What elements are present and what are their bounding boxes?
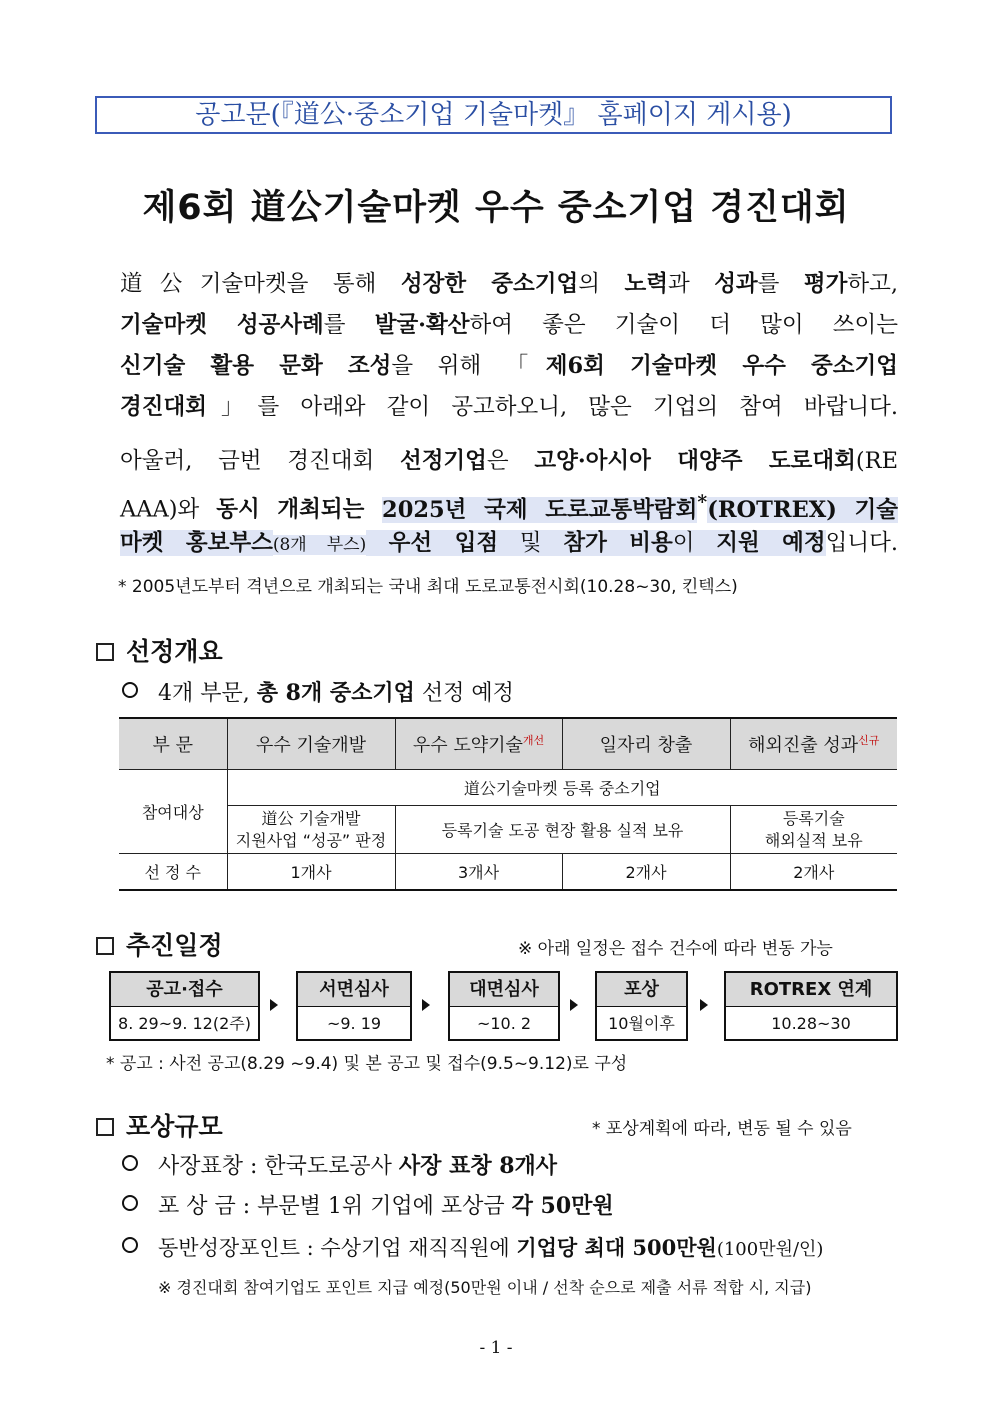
schedule-step-interview: 대면심사 ~10. 2 <box>448 971 560 1041</box>
section-heading-overview: 선정개요 <box>96 632 223 668</box>
award-sub-note: ※ 경진대회 참여기업도 포인트 지급 예정(50만원 이내 / 선착 순으로 제출 서류 적합 시, 지급) <box>158 1278 812 1297</box>
target-field-use-cell: 등록기술 도공 현장 활용 실적 보유 <box>395 806 730 854</box>
schedule-footnote: * 공고 : 사전 공고(8.29 ~9.4) 및 본 공고 및 접수(9.5~9.12)로 구성 <box>106 1054 628 1074</box>
schedule-step-announce: 공고·접수 8. 29~9. 12(2주) <box>109 971 260 1041</box>
table-header-tech-dev: 우수 기술개발 <box>227 718 395 770</box>
row-label-target: 참여대상 <box>119 770 227 854</box>
circle-bullet-icon <box>122 1237 138 1253</box>
schedule-step-award: 포상 10월이후 <box>595 971 688 1041</box>
intro-line-2: 기술마켓 성공사례를 발굴·확산하여 좋은 기술이 더 많이 쓰이는 <box>120 312 899 338</box>
table-header-leap-tech: 우수 도약기술$^{개선}$ <box>395 718 562 770</box>
table-header-jobs: 일자리 창출 <box>562 718 730 770</box>
award-bullet-ceo: 사장표창 : 한국도로공사 사장 표창 8개사 <box>122 1149 557 1180</box>
selection-table <box>119 717 897 891</box>
section-heading-awards: 포상규모 <box>96 1107 223 1143</box>
intro2-line-2: AAA)와 동시 개최되는 2025년 국제 도로교통박람회*(ROTREX) 기술 <box>120 491 898 523</box>
table-row <box>119 770 897 806</box>
announcement-banner: 공고문(『道公·중소기업 기술마켓』 홈페이지 게시용) <box>95 96 892 134</box>
schedule-note: ※ 아래 일정은 접수 건수에 따라 변동 가능 <box>518 939 833 959</box>
count-cell: 1개사 <box>227 854 395 890</box>
table-row <box>119 854 897 890</box>
arrow-right-icon <box>422 999 430 1011</box>
count-cell: 2개사 <box>562 854 730 890</box>
row-label-count: 선 정 수 <box>119 854 227 890</box>
target-overseas-cell: 등록기술 해외실적 보유 <box>730 806 897 854</box>
circle-bullet-icon <box>122 1195 138 1211</box>
intro-line-1: 道公기술마켓을 통해 성장한 중소기업의 노력과 성과를 평가하고, <box>120 271 899 297</box>
schedule-step-document-review: 서면심사 ~9. 19 <box>296 971 412 1041</box>
table-header-row <box>119 718 897 770</box>
awards-note: * 포상계획에 따라, 변동 될 수 있음 <box>592 1119 852 1139</box>
circle-bullet-icon <box>122 1155 138 1171</box>
intro2-line-3: 마켓 홍보부스(8개 부스) 우선 입점 및 참가 비용이 지원 예정입니다. <box>120 530 898 556</box>
target-common-cell: 道公기술마켓 등록 중소기업 <box>227 770 897 806</box>
table-header-category: 부 문 <box>119 718 227 770</box>
intro2-line-1: 아울러, 금번 경진대회 선정기업은 고양·아시아 대양주 도로대회(RE <box>120 448 898 474</box>
award-bullet-points: 동반성장포인트 : 수상기업 재직직원에 기업당 최대 500만원(100만원/인) <box>122 1232 823 1262</box>
award-bullet-prize: 포 상 금 : 부문별 1위 기업에 포상금 각 50만원 <box>122 1189 614 1220</box>
page-number: - 1 - <box>479 1338 513 1358</box>
arrow-right-icon <box>700 999 708 1011</box>
schedule-step-rotrex: ROTREX 연계 10.28~30 <box>724 971 898 1041</box>
section-heading-schedule: 추진일정 <box>96 926 223 962</box>
checkbox-square-icon <box>96 643 114 661</box>
intro-line-4: 경진대회」를 아래와 같이 공고하오니, 많은 기업의 참여 바랍니다. <box>120 394 898 420</box>
arrow-right-icon <box>570 999 578 1011</box>
intro-footnote: * 2005년도부터 격년으로 개최되는 국내 최대 도로교통전시회(10.28~30, 킨텍스) <box>118 577 738 597</box>
table-header-overseas: 해외진출 성과$^{신규}$ <box>730 718 897 770</box>
checkbox-square-icon <box>96 1118 114 1136</box>
checkbox-square-icon <box>96 937 114 955</box>
table-row <box>119 806 897 854</box>
target-tech-dev-cell: 道公 기술개발 지원사업 “성공” 판정 <box>227 806 395 854</box>
arrow-right-icon <box>270 999 278 1011</box>
intro-line-3: 신기술 활용 문화 조성을 위해 「제6회 기술마켓 우수 중소기업 <box>120 353 899 379</box>
page-title: 제6회 道公기술마켓 우수 중소기업 경진대회 <box>142 188 850 228</box>
count-cell: 3개사 <box>395 854 562 890</box>
count-cell: 2개사 <box>730 854 897 890</box>
overview-bullet: 4개 부문, 총 8개 중소기업 선정 예정 <box>122 676 514 707</box>
circle-bullet-icon <box>122 682 138 698</box>
